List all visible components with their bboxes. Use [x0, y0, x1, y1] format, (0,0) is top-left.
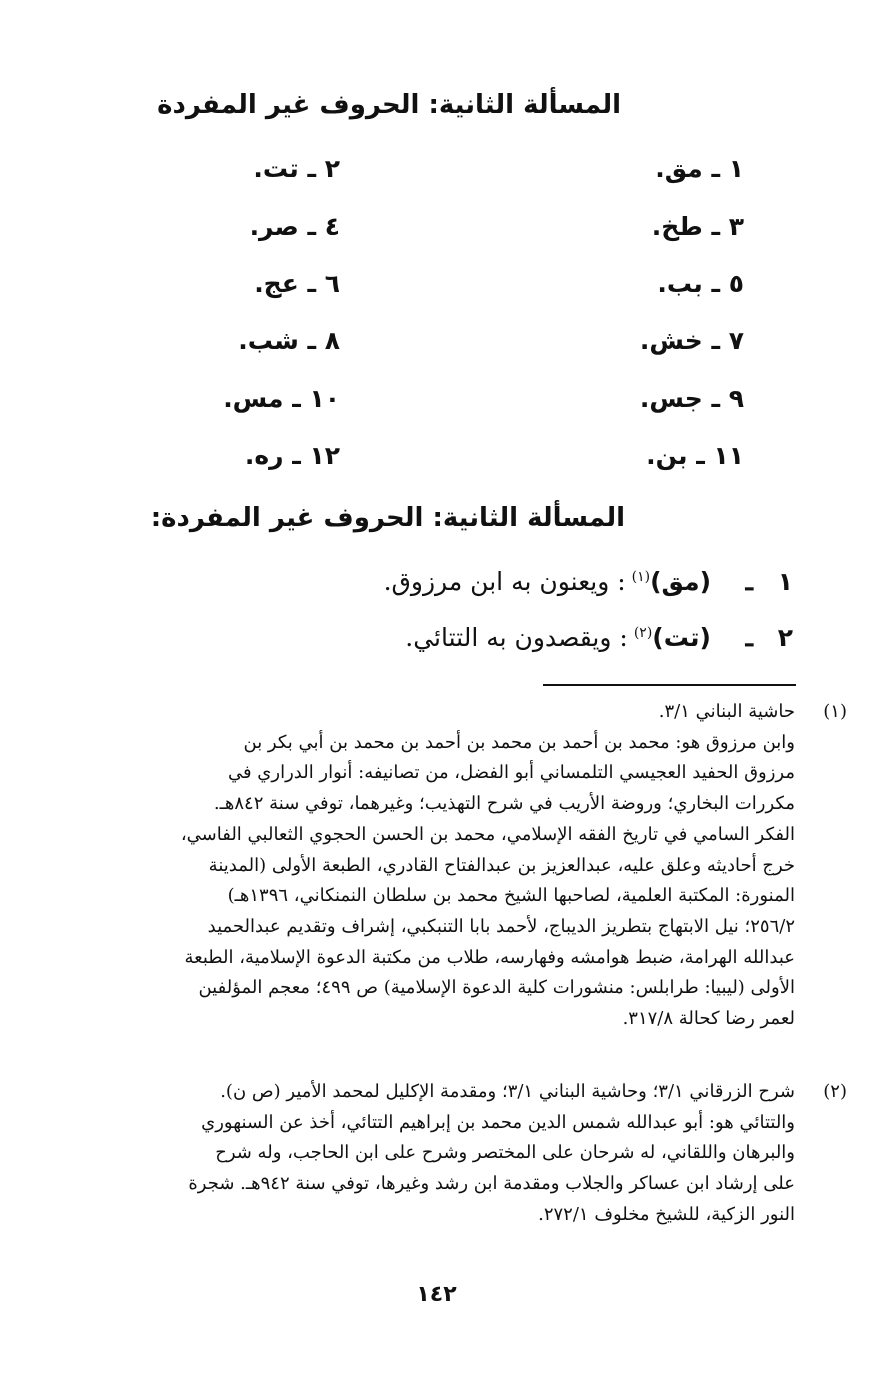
definition-number: ١	[777, 566, 793, 596]
footnote-number: (٢)	[823, 1081, 847, 1102]
footnote-line: خرج أحاديثه وعلق عليه، عبدالعزيز بن عبدالفتاح القادري، الطبعة الأولى (المدينة	[208, 854, 795, 876]
grid-item: ٢ ـ تت.	[253, 154, 340, 184]
grid-item: ١١ ـ بن.	[646, 441, 744, 471]
footnote-citation: شرح الزرقاني ٣/١؛ وحاشية البناني ٣/١؛ ومقدمة الإكليل لمحمد الأمير (ص ن).	[220, 1081, 795, 1102]
definition-text: : ويعنون به ابن مرزوق.	[383, 566, 626, 596]
definition-text: : ويقصدون به التتائي.	[405, 622, 628, 652]
definition-term: (تت)	[652, 622, 711, 652]
footnote-line: لعمر رضا كحالة ٣١٧/٨.	[622, 1008, 795, 1030]
footnote-number: (١)	[823, 701, 847, 722]
footnote-line: الفكر السامي في تاريخ الفقه الإسلامي، محمد بن الحسن الحجوي الثعالبي الفاسي،	[180, 823, 795, 845]
footnote-line: عبدالله الهرامة، ضبط هوامشه وفهارسه، طلاب من مكتبة الدعوة الإسلامية، الطبعة	[184, 946, 795, 968]
footnote-line: مرزوق الحفيد العجيسي التلمساني أبو الفضل، من تصانيفه: أنوار الدراري في	[227, 762, 795, 784]
definition-dash: ـ	[745, 566, 753, 596]
definition-number: ٢	[777, 622, 793, 652]
section-heading: المسألة الثانية: الحروف غير المفردة	[157, 90, 621, 120]
footnote-body	[45, 1108, 795, 1231]
definition-item	[153, 553, 793, 609]
grid-item: ٧ ـ خش.	[639, 326, 744, 356]
abbreviation-grid	[150, 140, 744, 484]
grid-item: ٣ ـ طخ.	[651, 211, 744, 241]
definition-dash: ـ	[745, 622, 753, 652]
grid-item: ١٠ ـ مس.	[223, 383, 340, 413]
grid-item: ١٢ ـ ره.	[244, 441, 340, 471]
definitions-list	[153, 553, 793, 665]
definition-term: (مق)	[650, 566, 711, 596]
grid-item: ٩ ـ جس.	[639, 383, 744, 413]
grid-row	[150, 197, 744, 254]
grid-item: ٦ ـ عج.	[254, 268, 340, 298]
footnote-line: والتتائي هو: أبو عبدالله شمس الدين محمد بن إبراهيم التتائي، أخذ عن السنهوري	[201, 1111, 795, 1133]
footnote-line: الأولى (ليبيا: طرابلس: منشورات كلية الدعوة الإسلامية) ص ٤٩٩؛ معجم المؤلفين	[198, 977, 795, 999]
footnote	[45, 1077, 847, 1231]
grid-item: ١ ـ مق.	[655, 154, 744, 184]
footnote-line: ٢٥٦/٢؛ نيل الابتهاج بتطريز الديباج، لأحمد بابا التنبكبي، إشراف وتقديم عبدالحميد	[207, 915, 795, 937]
definition-item	[153, 609, 793, 665]
page-number: ١٤٢	[416, 1282, 457, 1307]
grid-row	[150, 255, 744, 312]
footnote-line: على إرشاد ابن عساكر والجلاب ومقدمة ابن رشد وغيرها، توفي سنة ٩٤٢هـ. شجرة	[188, 1173, 795, 1195]
footnote-line: وابن مرزوق هو: محمد بن أحمد بن محمد بن أحمد بن محمد بن أبي بكر بن	[243, 731, 795, 753]
footnote-citation: حاشية البناني ٣/١.	[658, 701, 795, 722]
section-heading-answers: المسألة الثانية: الحروف غير المفردة:	[150, 503, 625, 533]
grid-item: ٤ ـ صر.	[249, 211, 340, 241]
footnote-ref[interactable]: (٢)	[633, 625, 653, 641]
footnote-body	[45, 728, 795, 1035]
footnote-line: والبرهان واللقاني، له شرحان على المختصر وشرح على ابن الحاجب، وله شرح	[215, 1142, 795, 1164]
grid-row	[150, 427, 744, 484]
footnote-ref[interactable]: (١)	[631, 569, 651, 585]
footnote-line: المنورة: المكتبة العلمية، لصاحبها الشيخ محمد بن سلطان النمنكاني، ١٣٩٦هـ)	[227, 885, 795, 907]
grid-item: ٥ ـ بب.	[657, 268, 744, 298]
grid-row	[150, 370, 744, 427]
grid-row	[150, 312, 744, 369]
footnote	[45, 697, 847, 1035]
footnote-line: النور الزكية، للشيخ مخلوف ٢٧٢/١.	[538, 1203, 795, 1225]
grid-item: ٨ ـ شب.	[238, 326, 340, 356]
footnote-line: مكررات البخاري؛ وروضة الأريب في شرح التهذيب؛ وغيرهما، توفي سنة ٨٤٢هـ.	[213, 793, 795, 815]
footnote-separator	[543, 684, 796, 686]
grid-row	[150, 140, 744, 197]
